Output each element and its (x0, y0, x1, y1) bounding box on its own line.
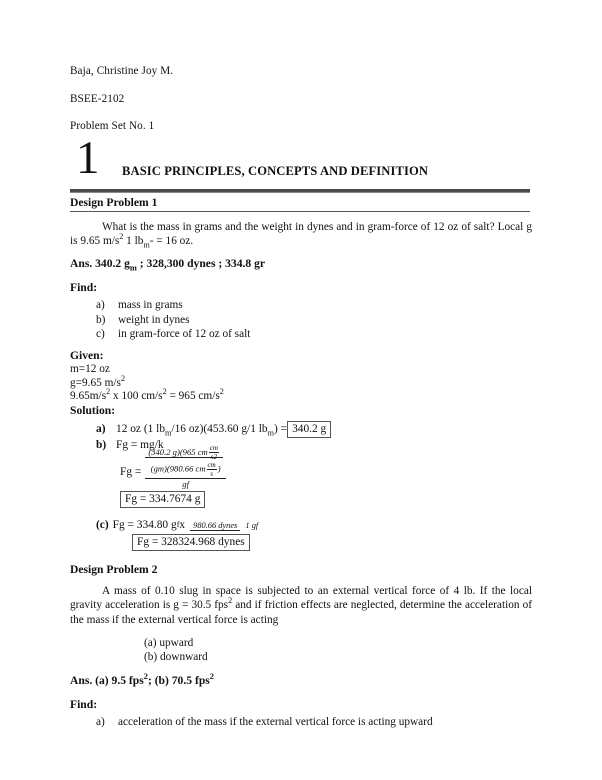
problem-1-solution-label: Solution: (70, 403, 116, 417)
problem-2-answer-sup1: 2 (143, 671, 148, 681)
list-marker: c) (96, 327, 105, 340)
list-item: (a) upward (144, 637, 194, 650)
problem-1-statement-line2c: - = 16 oz. (149, 235, 194, 248)
fg-num-unit (209, 444, 219, 461)
list-marker: a) (96, 299, 105, 312)
problem-2-statement-a: A mass of 0.10 slug in space is subjected to an external vertical force of 4 lb. If the local gravity acceleration is g = 30.5 fps (70, 584, 532, 612)
spacer (70, 551, 540, 563)
problem-1-given-label: Given: (70, 349, 104, 363)
problem-1-statement-line2b: 1 lb (123, 235, 144, 248)
problem-2-statement (70, 584, 532, 627)
problem-1-answer-sub: m (129, 263, 137, 273)
problem-2-choices (70, 636, 540, 665)
problem-2-find-list (70, 715, 540, 729)
chapter-title: BASIC PRINCIPLES, CONCEPTS AND DEFINITION (122, 164, 429, 179)
problem-2-sup: 2 (228, 596, 233, 606)
given-mass: m=12 oz (70, 363, 110, 376)
given-conv-a: 9.65m/s (70, 390, 107, 403)
fg-den-unit-bottom: s (210, 470, 214, 479)
solution-a-text2: /16 oz)(453.60 g/1 lb (171, 422, 268, 435)
chapter-divider-rule (70, 189, 530, 193)
problem-2-answer-a: Ans. (a) 9.5 fps (70, 673, 144, 687)
design-problem-1-heading: Design Problem 1 (70, 195, 158, 209)
list-text: mass in grams (118, 299, 183, 312)
solution-marker-c: (c) (96, 518, 109, 531)
solution-b-result-box: Fg = 334.7674 g (120, 491, 205, 508)
solution-c-text1: Fg = 334.80 g (112, 518, 177, 531)
solution-marker-b: b) (96, 438, 107, 451)
solution-a-text3: ) = (273, 422, 288, 435)
assignment-title: Problem Set No. 1 (70, 120, 155, 133)
given-conv-c: = 965 cm/s (166, 390, 220, 403)
problem-1-answer-prefix: Ans. 340.2 g (70, 257, 130, 271)
given-conv-b: x 100 cm/s (110, 390, 163, 403)
problem-2-answer-sup2: 2 (209, 671, 214, 681)
given-conversion (70, 387, 540, 404)
solution-c-frac-den: 1 gf (245, 520, 259, 530)
fg-den-text: (gm)(980.66 cm (150, 463, 206, 474)
list-item: (b) downward (144, 651, 208, 664)
given-gravity-text: g=9.65 m/s (70, 376, 121, 389)
fg-den-close: ) (217, 463, 221, 474)
solution-a-sub2: m (267, 428, 274, 438)
solution-a-sub1: m (165, 428, 172, 438)
given-gravity (70, 373, 540, 391)
solution-b-equation (120, 444, 540, 491)
list-marker: b) (96, 313, 106, 326)
chapter-number: 1 (76, 132, 100, 185)
fg-num-unit-bottom: s2 (210, 453, 217, 462)
student-name: Baja, Christine Joy M. (70, 65, 174, 77)
problem-1-statement-line2a: Local g is 9.65 m/s (70, 220, 532, 248)
solution-c-fraction (190, 518, 261, 533)
problem-1-sup1: 2 (119, 232, 124, 242)
fg-num-text: (340.2 g)(965 cm (148, 446, 208, 457)
problem-1-find-label: Find: (70, 281, 98, 295)
solution-c-result-box: Fg = 328324.968 dynes (132, 534, 250, 551)
design-problem-2-heading: Design Problem 2 (70, 562, 158, 576)
solution-c-frac-num: 980.66 dynes (190, 521, 240, 531)
problem-1-statement (70, 220, 532, 249)
problem-2-find-label: Find: (70, 697, 98, 711)
list-text: weight in dynes (118, 313, 190, 326)
solution-step-c: (c) Fg = 334.80 g f x 980.66 dynes 1 gf (96, 518, 540, 533)
solution-marker-a: a) (96, 422, 106, 435)
fg-label: Fg = (120, 465, 142, 478)
problem-2-answer (70, 671, 540, 687)
problem-1-sub1: m (143, 240, 150, 250)
course-code: BSEE-2102 (70, 92, 125, 105)
list-text: in gram-force of 12 oz of salt (118, 327, 251, 340)
list-item (96, 298, 540, 312)
document-header (70, 66, 540, 133)
list-item (96, 715, 540, 729)
problem-1-answer (70, 257, 540, 273)
spacer (96, 508, 540, 518)
solution-b-result (120, 491, 540, 508)
given-conv-sup2: 2 (162, 387, 167, 397)
design-problem-1-underline (70, 211, 530, 212)
list-text: acceleration of the mass if the external vertical force is acting upward (118, 715, 433, 728)
solution-step-a (96, 421, 540, 438)
fg-den-gf: gf (182, 479, 189, 490)
problem-1-statement-line1: What is the mass in grams and the weight in dynes and in gram-force of 12 oz of salt? (102, 220, 495, 233)
solution-c-text2: x (179, 518, 186, 531)
solution-a-result-box: 340.2 g (287, 421, 331, 438)
fg-den-unit-top: cm (207, 461, 216, 470)
solution-c-result (132, 534, 540, 551)
solution-a-text1: 12 oz (1 lb (116, 422, 166, 435)
chapter-heading (70, 132, 540, 189)
problem-1-find-list (70, 298, 540, 341)
given-gravity-sup: 2 (120, 373, 125, 383)
list-marker: a) (96, 715, 105, 728)
problem-2-statement-b: and if friction effects are neglected, determine the acceleration of the mass if the external vertical force is acting (70, 599, 532, 626)
fg-num-unit-top: cm (209, 444, 218, 453)
given-conv-sup1: 2 (106, 387, 111, 397)
problem-1-answer-rest: ; 328,300 dynes ; 334.8 gr (136, 257, 266, 271)
solution-b-formula: Fg = mg/k (116, 438, 164, 451)
list-item (96, 313, 540, 327)
given-conv-sup3: 2 (219, 387, 224, 397)
list-item (96, 327, 540, 341)
problem-2-answer-b: ; (b) 70.5 fps (147, 673, 210, 687)
fg-fraction-numerator (145, 444, 223, 462)
problem-1-solution-block (70, 421, 540, 551)
fg-den-unit (207, 461, 217, 478)
